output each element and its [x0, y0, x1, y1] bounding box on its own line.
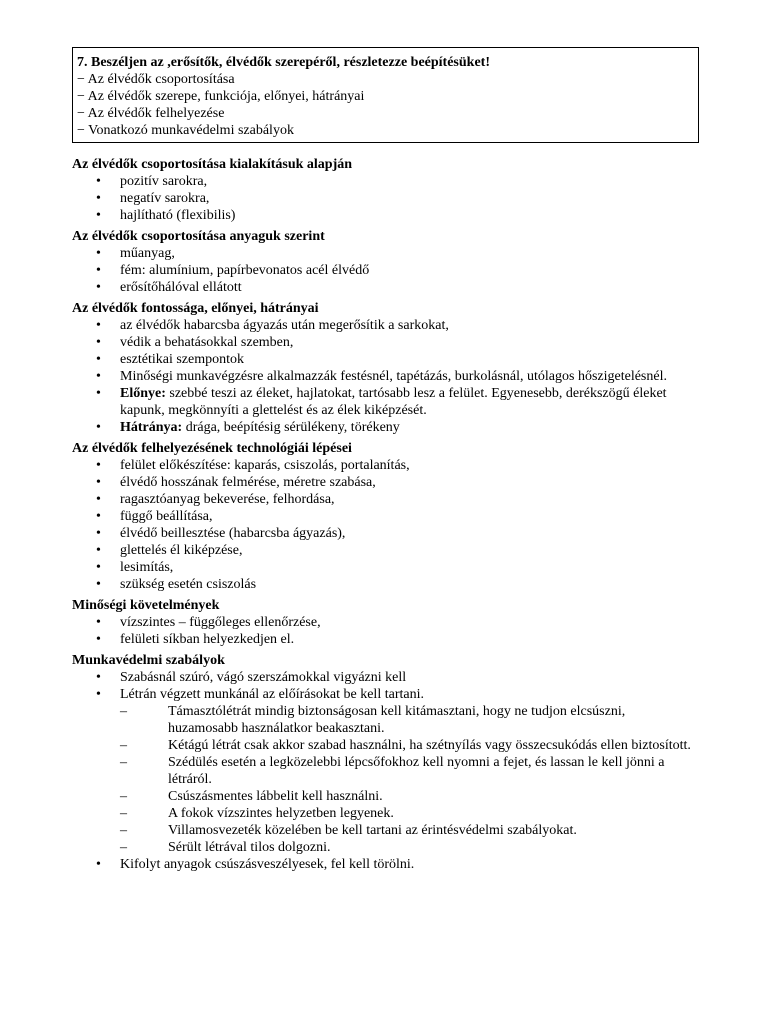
advantage-text: szebbé teszi az éleket, hajlatokat, tartósabb lesz a felület. Egyenesebb, derékszögű éleket kapunk, megkönnyíti a glettelést és az élek kiképzését. [120, 386, 667, 418]
sub-list-item: – Villamosvezeték közelében be kell tartani az érintésvédelmi szabályokat. [72, 822, 696, 839]
task-title: 7. Beszéljen az ,erősítők, élvédők szerepéről, részletezze beépítésüket! [77, 55, 490, 70]
list-item: • negatív sarokra, [72, 190, 696, 207]
sub-list-item: – A fokok vízszintes helyzetben legyenek. [72, 805, 696, 822]
task-box [72, 47, 699, 143]
list-item: • fém: alumínium, papírbevonatos acél élvédő [72, 262, 696, 279]
list-item: • erősítőhálóval ellátott [72, 279, 696, 296]
list-item: • felületi síkban helyezkedjen el. [72, 631, 696, 648]
list-material [72, 245, 696, 296]
list-item: • az élvédők habarcsba ágyazás után megerősítik a sarkokat, [72, 317, 696, 334]
list-item: • vízszintes – függőleges ellenőrzése, [72, 614, 696, 631]
task-line: − Az élvédők csoportosítása [77, 72, 235, 87]
section-title-safety: Munkavédelmi szabályok [72, 653, 225, 668]
list-steps [72, 457, 696, 593]
list-item: • védik a behatásokkal szemben, [72, 334, 696, 351]
list-item: • Minőségi munkavégzésre alkalmazzák festésnél, tapétázás, burkolásnál, utólagos hőszigetelésnél. [72, 368, 696, 385]
list-quality [72, 614, 696, 648]
list-item: • hajlítható (flexibilis) [72, 207, 696, 224]
list-item: • függő beállítása, [72, 508, 696, 525]
list-importance [72, 317, 696, 436]
list-safety [72, 669, 696, 873]
section-title-design: Az élvédők csoportosítása kialakításuk alapján [72, 157, 353, 172]
task-line: − Az élvédők felhelyezése [77, 106, 225, 121]
list-item: • szükség esetén csiszolás [72, 576, 696, 593]
list-item: • esztétikai szempontok [72, 351, 696, 368]
advantage-label: Előnye: [120, 386, 166, 401]
ladder-sub-list [120, 703, 696, 856]
list-item-advantage [72, 385, 696, 419]
list-item: • műanyag, [72, 245, 696, 262]
disadvantage-label: Hátránya: [120, 420, 183, 435]
list-item: • élvédő hosszának felmérése, méretre szabása, [72, 474, 696, 491]
ladder-rule-text: Létrán végzett munkánál az előírásokat be kell tartani. [120, 687, 424, 702]
list-item: • Szabásnál szúró, vágó szerszámokkal vigyázni kell [72, 669, 696, 686]
section-title-quality: Minőségi követelmények [72, 598, 220, 613]
section-title-material: Az élvédők csoportosítása anyaguk szerint [72, 229, 325, 244]
list-item: • lesimítás, [72, 559, 696, 576]
list-item: • glettelés él kiképzése, [72, 542, 696, 559]
list-item: • ragasztóanyag bekeverése, felhordása, [72, 491, 696, 508]
list-item-disadvantage [72, 419, 696, 436]
task-line: − Az élvédők szerepe, funkciója, előnyei, hátrányai [77, 89, 365, 104]
section-title-steps: Az élvédők felhelyezésének technológiái lépései [72, 441, 352, 456]
sub-list-item: – Szédülés esetén a legközelebbi lépcsőfokhoz kell nyomni a fejet, és lassan le kell jönni a létráról. [72, 754, 696, 788]
disadvantage-text: drága, beépítésig sérülékeny, törékeny [182, 420, 400, 435]
section-title-importance: Az élvédők fontossága, előnyei, hátrányai [72, 301, 319, 316]
list-item: • felület előkészítése: kaparás, csiszolás, portalanítás, [72, 457, 696, 474]
task-line: − Vonatkozó munkavédelmi szabályok [77, 123, 294, 138]
sub-list-item: – Támasztólétrát mindig biztonságosan kell kitámasztani, hogy ne tudjon elcsúszni, huzamosabb használatkor beakasztani. [72, 703, 696, 737]
list-item: • Kifolyt anyagok csúszásveszélyesek, fel kell törölni. [72, 856, 696, 873]
list-item: • pozitív sarokra, [72, 173, 696, 190]
list-item-ladder [72, 686, 696, 856]
sub-list-item: – Kétágú létrát csak akkor szabad használni, ha szétnyílás vagy összecsukódás ellen biztosított. [72, 737, 696, 754]
list-item: • élvédő beillesztése (habarcsba ágyazás), [72, 525, 696, 542]
list-design [72, 173, 696, 224]
sub-list-item: – Sérült létrával tilos dolgozni. [72, 839, 696, 856]
sub-list-item: – Csúszásmentes lábbelit kell használni. [72, 788, 696, 805]
